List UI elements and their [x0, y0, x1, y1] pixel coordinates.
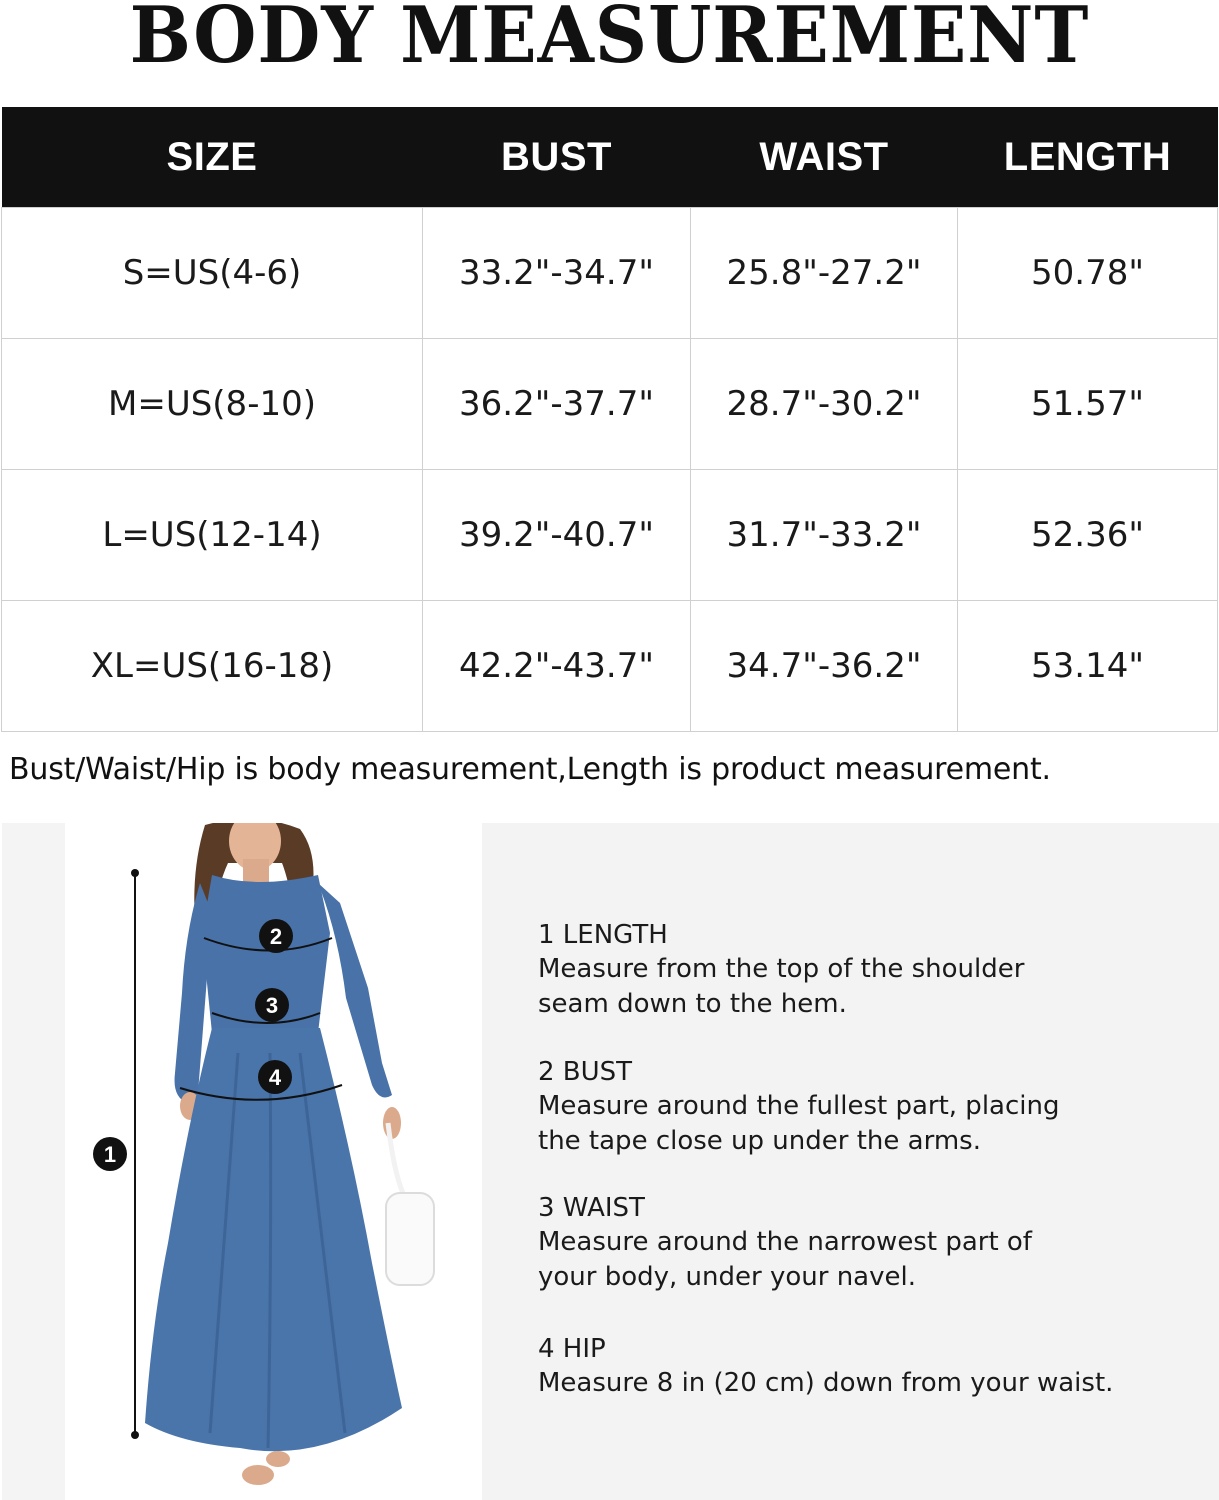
left-foot: [242, 1465, 274, 1485]
header-waist: WAIST: [691, 107, 958, 208]
svg-text:2: 2: [269, 924, 283, 949]
svg-text:3: 3: [265, 993, 279, 1018]
marker-2: [259, 919, 293, 953]
cell-waist: 25.8"-27.2": [691, 208, 958, 339]
header-length: LENGTH: [958, 107, 1218, 208]
guide-description: Measure around the fullest part, placing the tape close up under the arms.: [538, 1091, 1060, 1156]
guide-title: 2 BUST: [538, 1057, 633, 1087]
cell-length: 53.14": [958, 601, 1218, 732]
measure-guide-panel: [482, 823, 1219, 1500]
guide-item-length: [538, 918, 1198, 1022]
header-size: SIZE: [2, 107, 423, 208]
cell-waist: 34.7"-36.2": [691, 601, 958, 732]
cell-size: M=US(8-10): [2, 339, 423, 470]
handbag: [386, 1193, 434, 1285]
marker-1: [93, 1137, 127, 1171]
guide-title: 1 LENGTH: [538, 920, 668, 950]
table-row: [2, 470, 1218, 601]
size-chart-table: [1, 107, 1218, 732]
marker-4: [258, 1060, 292, 1094]
cell-waist: 31.7"-33.2": [691, 470, 958, 601]
table-row: [2, 601, 1218, 732]
neck-shape: [243, 859, 269, 885]
cell-bust: 42.2"-43.7": [423, 601, 691, 732]
handbag-strap: [388, 1123, 408, 1203]
right-foot: [266, 1451, 290, 1467]
guide-item-bust: [538, 1055, 1198, 1159]
guide-description: Measure 8 in (20 cm) down from your waist.: [538, 1368, 1114, 1398]
cell-bust: 33.2"-34.7": [423, 208, 691, 339]
cell-size: XL=US(16-18): [2, 601, 423, 732]
cell-length: 51.57": [958, 339, 1218, 470]
header-bust: BUST: [423, 107, 691, 208]
svg-text:4: 4: [268, 1065, 282, 1090]
cell-waist: 28.7"-30.2": [691, 339, 958, 470]
dress-figure-illustration: [0, 823, 480, 1500]
cell-bust: 39.2"-40.7": [423, 470, 691, 601]
marker-3: [255, 988, 289, 1022]
page-title: BODY MEASUREMENT: [129, 0, 1090, 81]
cell-size: S=US(4-6): [2, 208, 423, 339]
guide-item-waist: [538, 1191, 1198, 1295]
cell-length: 50.78": [958, 208, 1218, 339]
guide-description: Measure around the narrowest part of your body, under your navel.: [538, 1227, 1032, 1292]
cell-size: L=US(12-14): [2, 470, 423, 601]
svg-text:1: 1: [103, 1142, 117, 1167]
guide-title: 4 HIP: [538, 1334, 606, 1364]
table-row: [2, 208, 1218, 339]
guide-description: Measure from the top of the shoulder seam down to the hem.: [538, 954, 1025, 1019]
cell-bust: 36.2"-37.7": [423, 339, 691, 470]
guide-item-hip: [538, 1332, 1198, 1401]
table-header-row: [2, 107, 1218, 208]
guide-title: 3 WAIST: [538, 1193, 645, 1223]
right-hand: [383, 1107, 401, 1139]
table-row: [2, 339, 1218, 470]
cell-length: 52.36": [958, 470, 1218, 601]
measurement-note: Bust/Waist/Hip is body measurement,Length is product measurement.: [9, 752, 1051, 787]
